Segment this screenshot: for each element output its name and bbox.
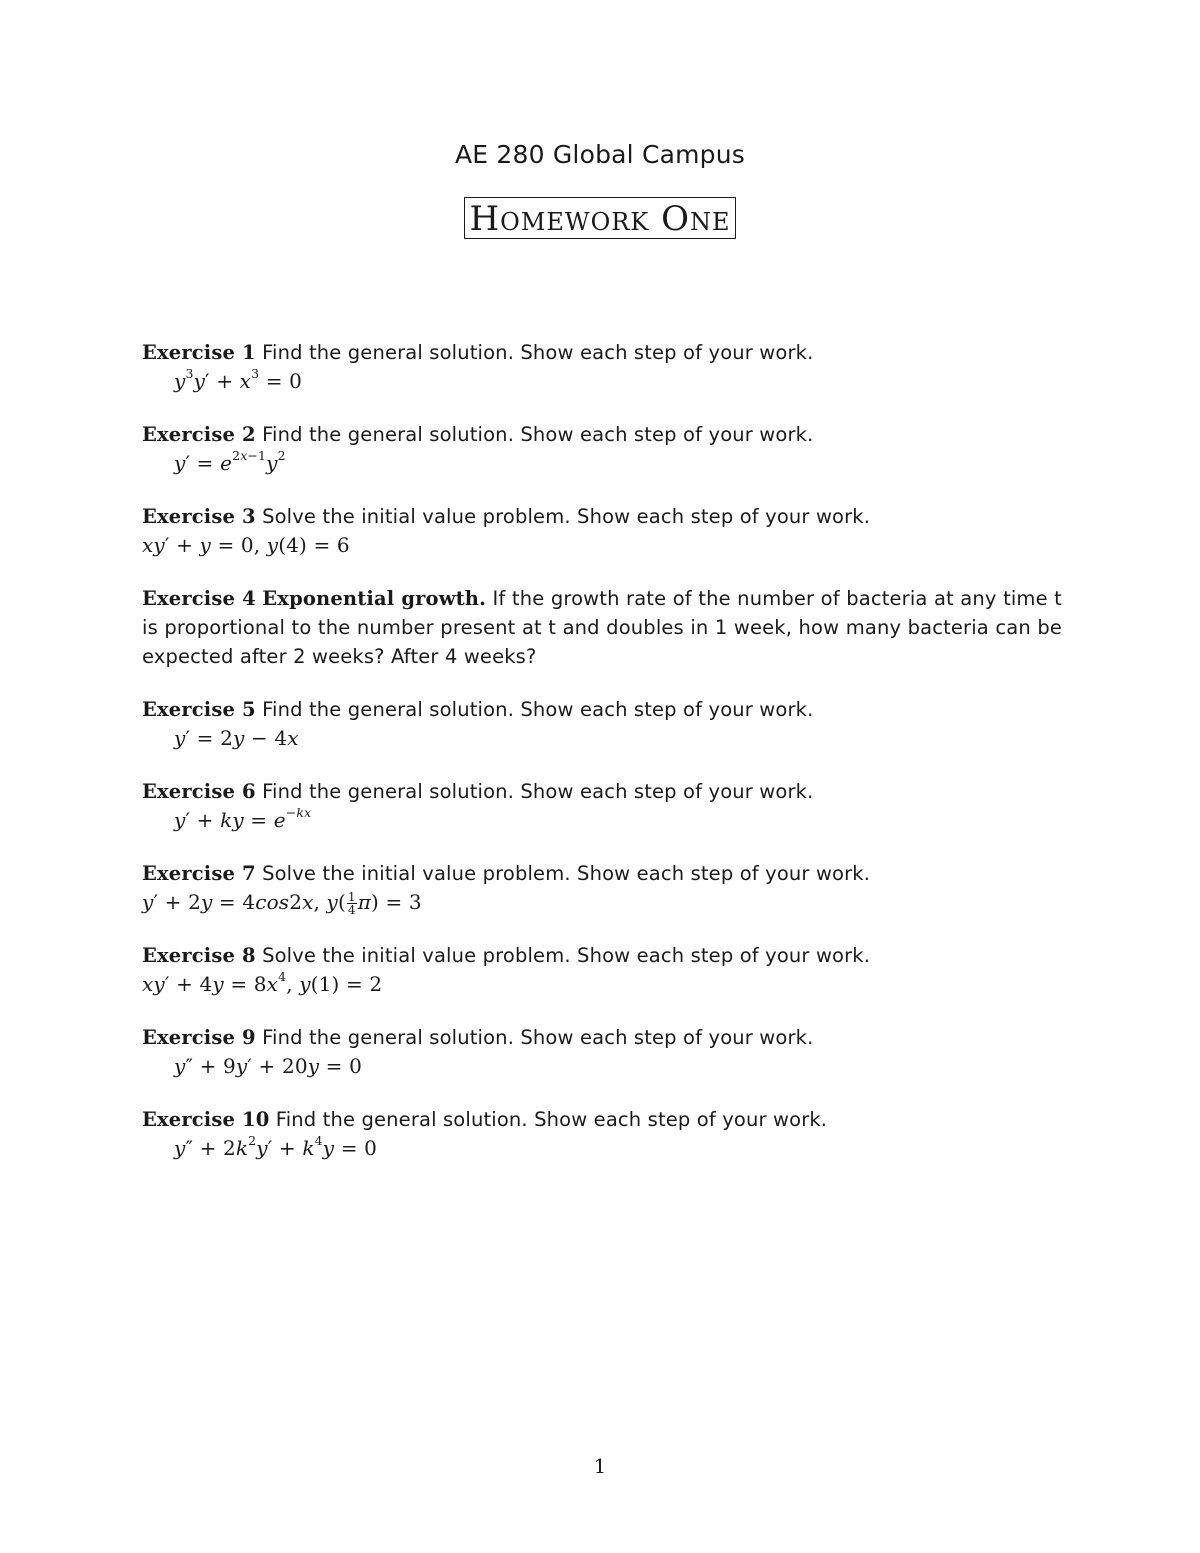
exercise-list [142, 338, 1062, 1187]
exercise-label: Exercise 3 [142, 505, 256, 528]
exercise-label: Exercise 5 [142, 698, 256, 721]
exercise-instruction: Find the general solution. Show each step of your work. [262, 341, 814, 364]
exercise-instruction: Find the general solution. Show each step of your work. [262, 423, 814, 446]
exercise-label: Exercise 10 [142, 1108, 270, 1131]
exercise-2 [142, 420, 1062, 478]
exercise-equation: $xy' + 4y = 8x^4$, y(1) = 2 [142, 969, 383, 996]
exercise-instruction: Solve the initial value problem. Show each step of your work. [262, 862, 871, 885]
page-number: 1 [593, 1454, 607, 1478]
exercise-label: Exercise 9 [142, 1026, 256, 1049]
fraction: $\frac{1}{4}$ [347, 890, 356, 917]
exercise-4 [142, 584, 1062, 671]
exercise-label: Exercise 1 [142, 341, 256, 364]
homework-title-wrapper [0, 197, 1200, 239]
exercise-instruction: Find the general solution. Show each step of your work. [262, 780, 814, 803]
exercise-equation: y″ + 9y′ + 20y = 0 [174, 1054, 362, 1078]
exercise-9 [142, 1023, 1062, 1081]
exercise-8 [142, 941, 1062, 999]
exercise-label: Exercise 2 [142, 423, 256, 446]
exercise-instruction: If the growth rate of the number of bacteria at any time t is proportional to the number present at t and doubles in 1 week, how many bacteria can be expected after 2 weeks? After 4 weeks? [142, 587, 1062, 668]
exercise-label: Exercise 6 [142, 780, 256, 803]
exercise-instruction: Find the general solution. Show each step of your work. [262, 1026, 814, 1049]
exercise-equation: y′ = 2y − 4x [174, 726, 299, 750]
exercise-instruction: Find the general solution. Show each step of your work. [262, 698, 814, 721]
exercise-6 [142, 777, 1062, 835]
exercise-3 [142, 502, 1062, 560]
exercise-equation: y′ + 2y = 4cos2x, y( $\frac{1}{4}$ π) = 3 [142, 890, 422, 917]
exercise-equation: xy′ + y = 0, y(4) = 6 [142, 533, 350, 557]
exercise-label: Exercise 4 [142, 587, 256, 610]
exercise-topic: Exponential growth. [262, 587, 487, 610]
exercise-label: Exercise 8 [142, 944, 256, 967]
homework-title: Homework One [464, 197, 737, 239]
exercise-5 [142, 695, 1062, 753]
exercise-7 [142, 859, 1062, 917]
course-title: AE 280 Global Campus [454, 140, 746, 169]
exercise-equation: $y' = e^{2x-1}y^2$ [174, 448, 286, 475]
exercise-1 [142, 338, 1062, 396]
exercise-equation: $y^3y' + x^3 = 0$ [174, 366, 302, 393]
exercise-equation: $y'' + 2k^2y' + k^4y = 0$ [174, 1133, 377, 1160]
exercise-instruction: Solve the initial value problem. Show each step of your work. [262, 944, 871, 967]
exercise-10 [142, 1105, 1062, 1163]
exercise-instruction: Find the general solution. Show each step of your work. [275, 1108, 828, 1131]
exercise-instruction: Solve the initial value problem. Show each step of your work. [262, 505, 871, 528]
exercise-equation: y′ + ky = $e^{-kx}$ [174, 805, 312, 832]
exercise-label: Exercise 7 [142, 862, 256, 885]
